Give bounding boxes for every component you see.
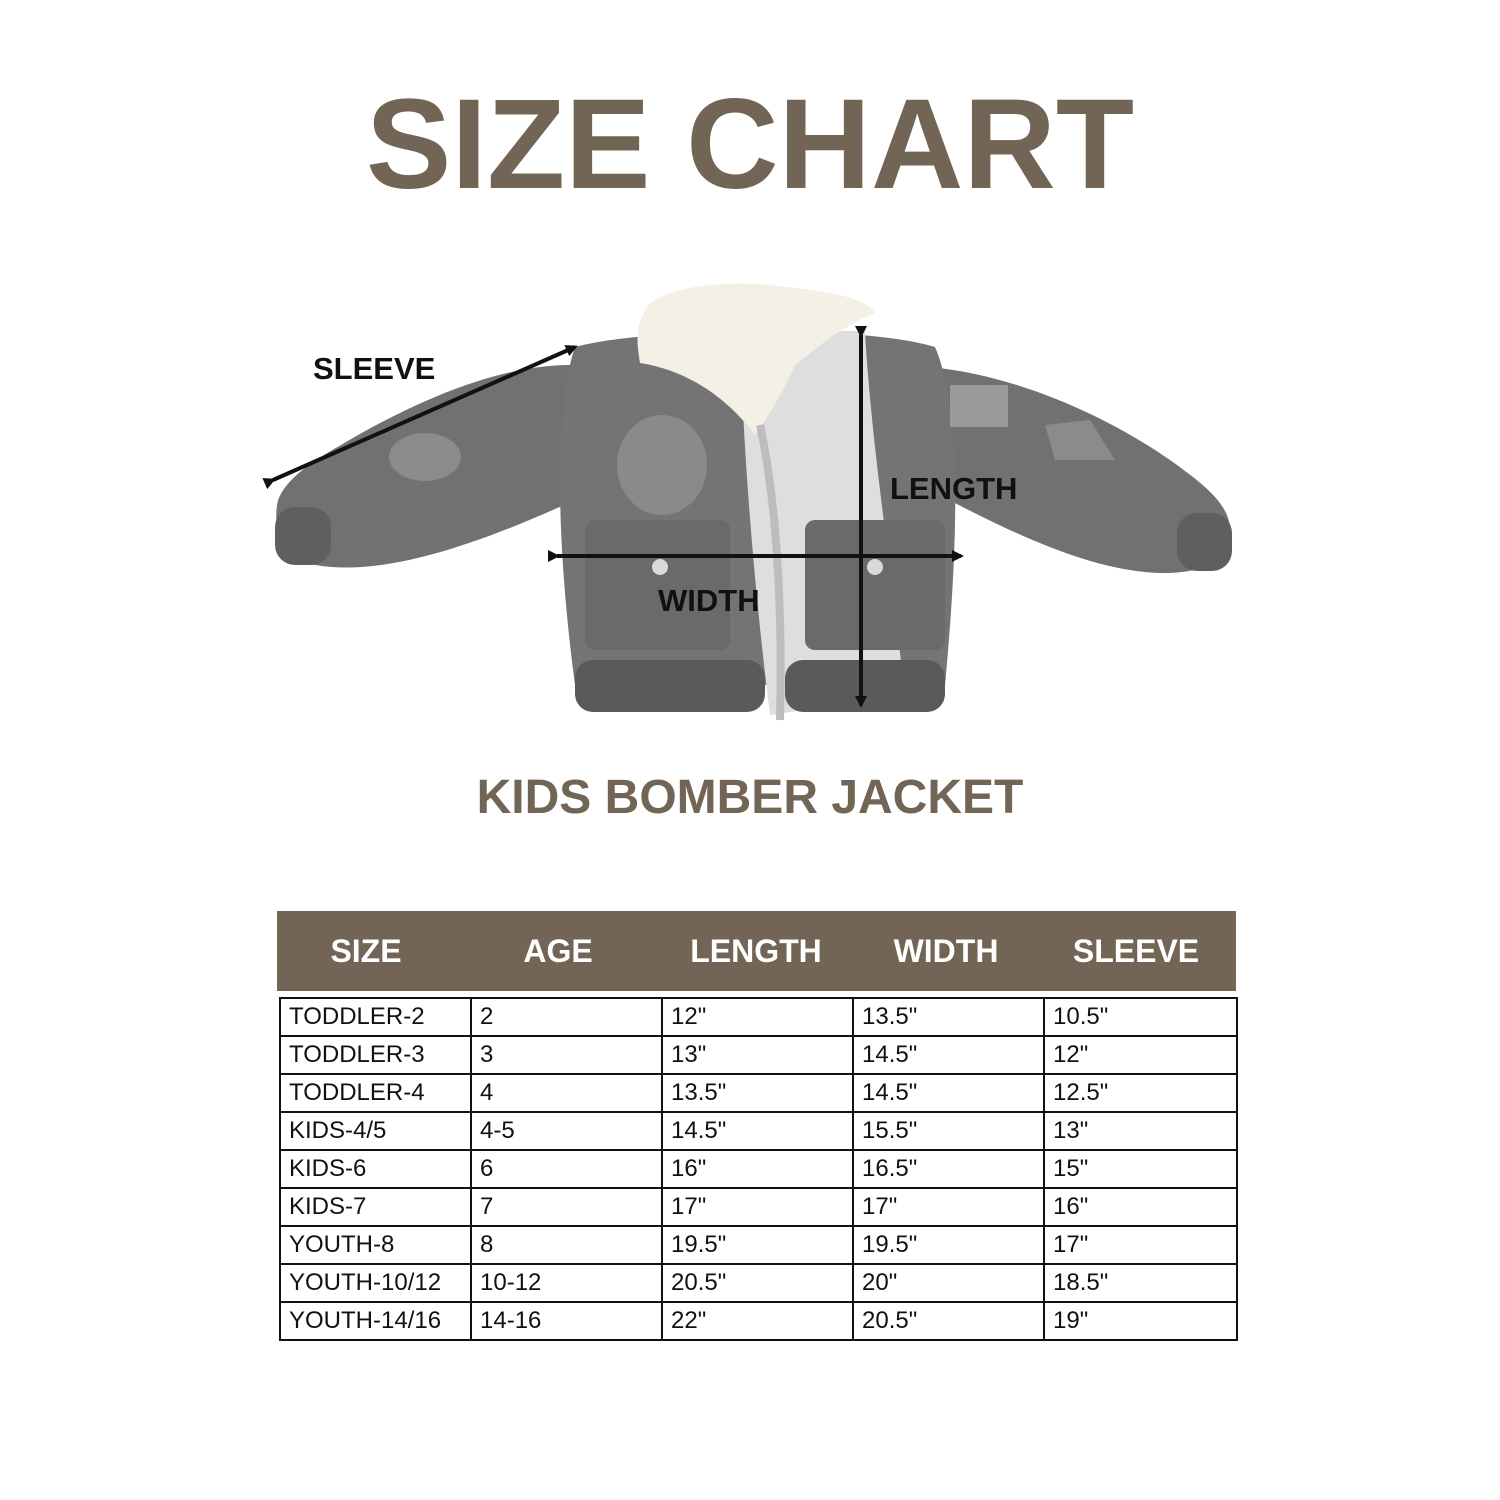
sleeve-measurement-label: SLEEVE (313, 351, 436, 386)
table-cell-age: 2 (471, 998, 662, 1036)
table-cell-sleeve: 18.5" (1044, 1264, 1237, 1302)
table-cell-width: 15.5" (853, 1112, 1044, 1150)
table-cell-sleeve: 15" (1044, 1150, 1237, 1188)
table-cell-age: 4-5 (471, 1112, 662, 1150)
table-cell-size: KIDS-4/5 (280, 1112, 471, 1150)
table-row (280, 1302, 1237, 1340)
table-cell-size: YOUTH-10/12 (280, 1264, 471, 1302)
table-cell-width: 16.5" (853, 1150, 1044, 1188)
length-measurement-label: LENGTH (890, 471, 1018, 506)
table-cell-width: 13.5" (853, 998, 1044, 1036)
table-cell-sleeve: 19" (1044, 1302, 1237, 1340)
table-cell-length: 20.5" (662, 1264, 853, 1302)
table-header-size: SIZE (330, 933, 402, 969)
table-cell-length: 16" (662, 1150, 853, 1188)
table-cell-sleeve: 12.5" (1044, 1074, 1237, 1112)
page-title: SIZE CHART (366, 73, 1134, 216)
table-cell-sleeve: 12" (1044, 1036, 1237, 1074)
left-cuff-shape (275, 507, 331, 565)
table-cell-width: 14.5" (853, 1074, 1044, 1112)
table-row (280, 1074, 1237, 1112)
table-row (280, 1188, 1237, 1226)
table-row (280, 1150, 1237, 1188)
table-cell-width: 20" (853, 1264, 1044, 1302)
jacket-measurement-diagram (255, 275, 1255, 725)
table-cell-age: 8 (471, 1226, 662, 1264)
right-pocket-shape (805, 520, 945, 650)
table-cell-width: 20.5" (853, 1302, 1044, 1340)
table-cell-age: 14-16 (471, 1302, 662, 1340)
table-cell-size: TODDLER-3 (280, 1036, 471, 1074)
table-cell-length: 12" (662, 998, 853, 1036)
table-row (280, 1112, 1237, 1150)
table-header-sleeve: SLEEVE (1072, 933, 1200, 969)
table-cell-age: 10-12 (471, 1264, 662, 1302)
table-header-length: LENGTH (690, 933, 822, 969)
product-subtitle: KIDS BOMBER JACKET (476, 771, 1024, 824)
table-header-width: WIDTH (893, 933, 999, 969)
jacket-diagram-svg (255, 275, 1255, 725)
table-cell-sleeve: 16" (1044, 1188, 1237, 1226)
table-cell-length: 22" (662, 1302, 853, 1340)
table-cell-sleeve: 10.5" (1044, 998, 1237, 1036)
left-chest-patch (617, 415, 707, 515)
right-waistband-shape (785, 660, 945, 712)
size-table-header (277, 911, 1236, 991)
width-measurement-label: WIDTH (658, 583, 760, 618)
table-row (280, 998, 1237, 1036)
left-sleeve-patch (389, 433, 461, 481)
table-cell-length: 13" (662, 1036, 853, 1074)
right-pocket-button (867, 559, 883, 575)
table-cell-length: 19.5" (662, 1226, 853, 1264)
table-cell-size: TODDLER-4 (280, 1074, 471, 1112)
table-cell-width: 14.5" (853, 1036, 1044, 1074)
right-cuff-shape (1177, 513, 1232, 571)
flag-patch (950, 385, 1008, 427)
table-cell-size: YOUTH-14/16 (280, 1302, 471, 1340)
left-waistband-shape (575, 660, 765, 712)
table-cell-size: TODDLER-2 (280, 998, 471, 1036)
table-cell-width: 19.5" (853, 1226, 1044, 1264)
table-cell-width: 17" (853, 1188, 1044, 1226)
table-cell-size: KIDS-7 (280, 1188, 471, 1226)
table-cell-age: 6 (471, 1150, 662, 1188)
table-cell-length: 13.5" (662, 1074, 853, 1112)
table-cell-sleeve: 17" (1044, 1226, 1237, 1264)
left-pocket-button (652, 559, 668, 575)
table-cell-sleeve: 13" (1044, 1112, 1237, 1150)
size-table (279, 997, 1238, 1341)
jacket-illustration (275, 283, 1232, 720)
table-cell-age: 7 (471, 1188, 662, 1226)
table-cell-size: KIDS-6 (280, 1150, 471, 1188)
table-row (280, 1036, 1237, 1074)
table-header-age: AGE (523, 933, 593, 969)
table-cell-age: 4 (471, 1074, 662, 1112)
table-cell-length: 14.5" (662, 1112, 853, 1150)
table-cell-age: 3 (471, 1036, 662, 1074)
table-row (280, 1226, 1237, 1264)
table-row (280, 1264, 1237, 1302)
table-cell-length: 17" (662, 1188, 853, 1226)
table-cell-size: YOUTH-8 (280, 1226, 471, 1264)
